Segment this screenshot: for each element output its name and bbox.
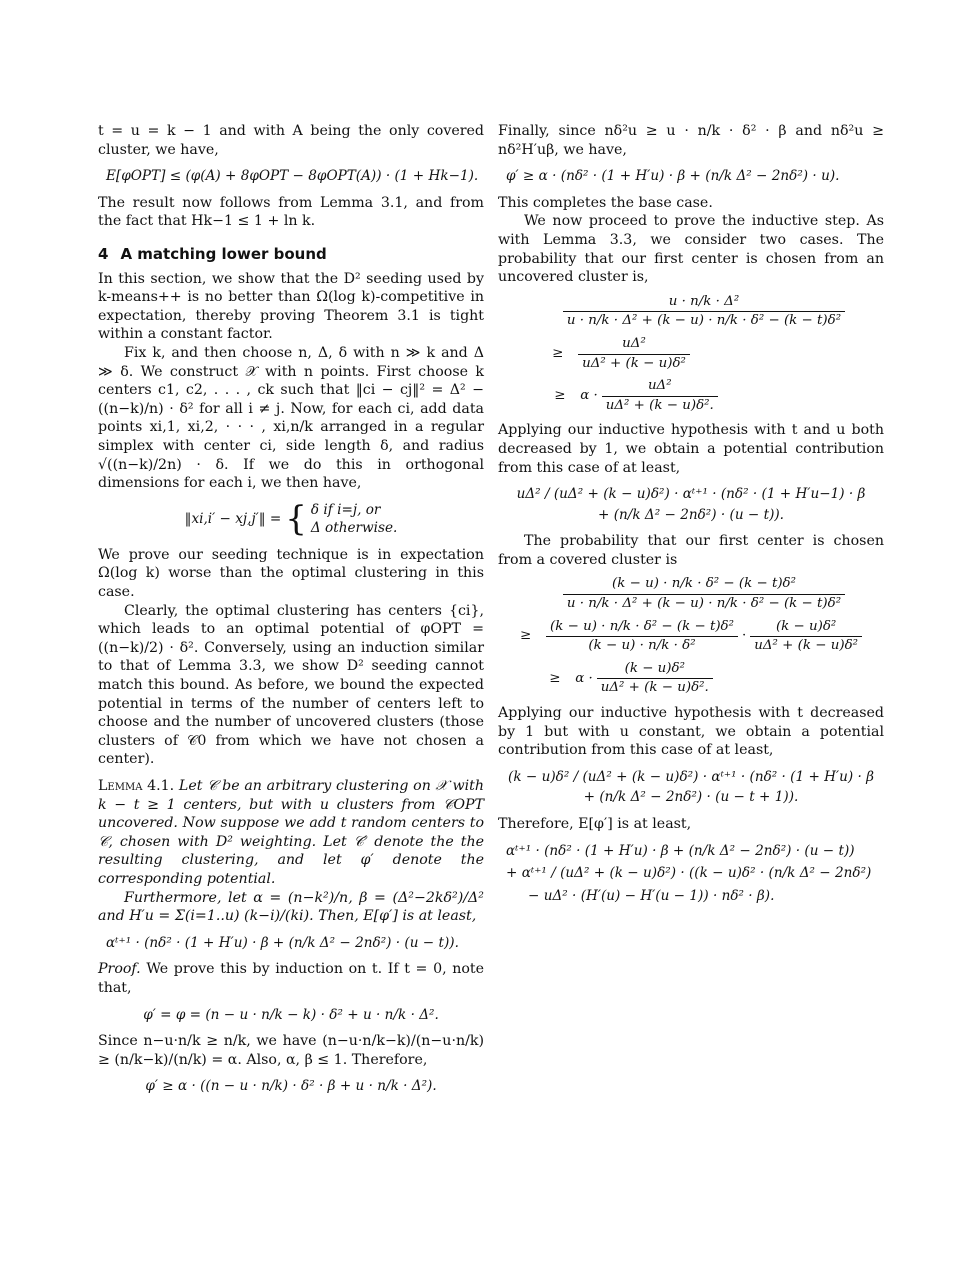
intro-line: t = u = k − 1 and with A being the only covered cluster, we have,	[98, 123, 484, 158]
covered-fraction-3: ≥ α · $\frac{\text{(k − u)δ²}}{\text{uΔ² + (k − u)δ².}}$	[498, 660, 884, 698]
equation-expected-opt: E[φOPT] ≤ (φ(A) + 8φOPT − 8φOPT(A)) · (1 + Hk−1).	[106, 168, 479, 185]
applying-paragraph-2: Applying our inductive hypothesis with t decreased by 1 but with u constant, we obtain a potential contribution from this case of at least,	[498, 705, 884, 759]
proof-since: Since n−u·n/k ≥ n/k, we have (n−u·n/k−k)/(n−u·n/k) ≥ (n/k−k)/(n/k) = α. Also, α, β ≤ 1. Therefore,	[98, 1033, 484, 1068]
section-number: 4	[98, 244, 109, 263]
equation-case2-a: (k − u)δ² / (uΔ² + (k − u)δ²) · αᵗ⁺¹ · (nδ² · (1 + H′u) · β	[508, 768, 874, 785]
uncovered-fraction-2: ≥ $\frac{\text{uΔ²}}{\text{uΔ² + (k − u)δ²}}$	[498, 335, 884, 373]
proof-body: We prove this by induction on t. If t = 0, note that,	[98, 961, 485, 996]
lemma-statement	[98, 777, 484, 889]
right-column	[498, 122, 884, 913]
uncovered-fraction-1: $\frac{\text{u · n/k · Δ²}}{\text{u · n/k · Δ² + (k − u) · n/k · δ² − (k − t)δ²}}$	[498, 293, 884, 331]
equation-final-c: − uΔ² · (H′(u) − H′(u − 1)) · nδ² · β).	[528, 887, 775, 904]
lemma-body-2: Furthermore, let α = (n−k²)/n, β = (Δ²−2kδ²)/Δ² and H′u = Σ(i=1..u) (k−i)/(ki). Then, E[φ′] is at least,	[98, 889, 484, 925]
equation-distance-cases: ‖xi,i′ − xj,j′‖ = { δ if i=j, or Δ otherwise.	[184, 499, 398, 540]
section-paragraph-2: Fix k, and then choose n, Δ, δ with n ≫ k and Δ ≫ δ. We construct 𝒳 with n points. First choose k centers c1, c2, . . . , ck such that ‖ci − cj‖² = Δ² − ((n−k)/n) · δ² for all i ≠ j. Now, for each ci, add data points xi,1, xi,2, · · · , xi,n/k arranged in a regular simplex with center ci, side length δ, and radius √((n−k)/2n) · δ. If we do this in orthogonal dimensions for each i, we then have,	[98, 344, 484, 492]
section-paragraph-3: We prove our seeding technique is in expectation Ω(log k) worse than the optimal clustering in this case.	[98, 546, 484, 601]
proof-heading: Proof.	[98, 961, 141, 978]
section-paragraph-4: Clearly, the optimal clustering has centers {ci}, which leads to an optimal potential of φOPT = ((n−k)/2) · δ². Conversely, using an induction similar to that of Lemma 3.3, we show D² seeding cannot match this bound. As before, we bound the expected potential in terms of the number of centers left to choose and the number of uncovered clusters (those clusters of 𝒞0 from which we have not chosen a center).	[98, 602, 484, 768]
applying-paragraph-1: Applying our inductive hypothesis with t and u both decreased by 1, we obtain a potential contribution from this case of at least,	[498, 422, 884, 476]
equation-base-bound: φ′ ≥ α · (nδ² · (1 + H′u) · β + (n/k Δ² − 2nδ²) · u).	[506, 168, 840, 185]
lemma-body: Let 𝒞 be an arbitrary clustering on 𝒳 with k − t ≥ 1 centers, but with u clusters from 𝒞OPT uncovered. Now suppose we add t random centers to 𝒞, chosen with D² weighting. Let 𝒞′ denote the the resulting clustering, and let φ′ denote the corresponding potential.	[98, 778, 484, 887]
finally-text: Finally, since nδ²u ≥ u · n/k · δ² · β and nδ²u ≥ nδ²H′uβ, we have,	[498, 123, 884, 158]
covered-fraction-1: $\frac{\text{(k − u) · n/k · δ² − (k − t)δ²}}{\text{u · n/k · Δ² + (k − u) · n/k · δ² − (k − t)δ²}}$	[498, 575, 884, 613]
section-title: A matching lower bound	[120, 244, 327, 263]
therefore-text: Therefore, E[φ′] is at least,	[498, 816, 692, 832]
equation-case1-b: + (n/k Δ² − 2nδ²) · (u − t)).	[598, 506, 784, 523]
left-column	[98, 122, 484, 1104]
cases-lhs: ‖xi,i′ − xj,j′‖ =	[184, 510, 282, 527]
result-text: The result now follows from Lemma 3.1, and from the fact that Hk−1 ≤ 1 + ln k.	[98, 194, 484, 230]
equation-proof-1: φ′ = φ = (n − u · n/k − k) · δ² + u · n/k · Δ².	[143, 1006, 439, 1023]
equation-case2-b: + (n/k Δ² − 2nδ²) · (u − t + 1)).	[583, 789, 799, 806]
section-paragraph-1: In this section, we show that the D² seeding used by k-means++ is no better than Ω(log k)-competitive in expectation, thereby proving Theorem 3.1 is tight within a constant factor.	[98, 270, 484, 343]
equation-lemma-bound: αᵗ⁺¹ · (nδ² · (1 + H′u) · β + (n/k Δ² − 2nδ²) · (u − t)).	[106, 934, 459, 951]
case-2: Δ otherwise.	[310, 520, 398, 537]
covered-fraction-2: ≥ $\frac{\text{(k − u) · n/k · δ² − (k − t)δ²}}{\text{(k − u) · n/k · δ²}}$ · $\frac{\text{(k − u)δ²}}{\text{uΔ² + (k − u)δ²}}$	[498, 618, 884, 656]
section-heading	[98, 245, 484, 264]
covered-paragraph: The probability that our first center is chosen from a covered cluster is	[498, 533, 884, 568]
equation-case1-a: uΔ² / (uΔ² + (k − u)δ²) · αᵗ⁺¹ · (nδ² · (1 + H′u−1) · β	[516, 486, 866, 503]
covered-probability-derivation	[498, 575, 884, 698]
proof-paragraph	[98, 960, 484, 997]
equation-final-b: + αᵗ⁺¹ / (uΔ² + (k − u)δ²) · ((k − u)δ² · (n/k Δ² − 2nδ²)	[506, 865, 872, 882]
case-1: δ if i=j, or	[310, 501, 381, 518]
inductive-paragraph: We now proceed to prove the inductive step. As with Lemma 3.3, we consider two cases. The probability that our first center is chosen from an uncovered cluster is,	[498, 213, 884, 286]
equation-proof-2: φ′ ≥ α · ((n − u · n/k) · δ² · β + u · n/k · Δ²).	[145, 1078, 437, 1095]
base-case-text: This completes the base case.	[498, 194, 713, 211]
lemma-heading: Lemma 4.1.	[98, 778, 175, 794]
equation-final-a: αᵗ⁺¹ · (nδ² · (1 + H′u) · β + (n/k Δ² − 2nδ²) · (u − t))	[506, 842, 855, 859]
uncovered-probability-derivation	[498, 293, 884, 416]
uncovered-fraction-3: ≥ α · $\frac{\text{uΔ²}}{\text{uΔ² + (k − u)δ².}}$	[498, 377, 884, 415]
